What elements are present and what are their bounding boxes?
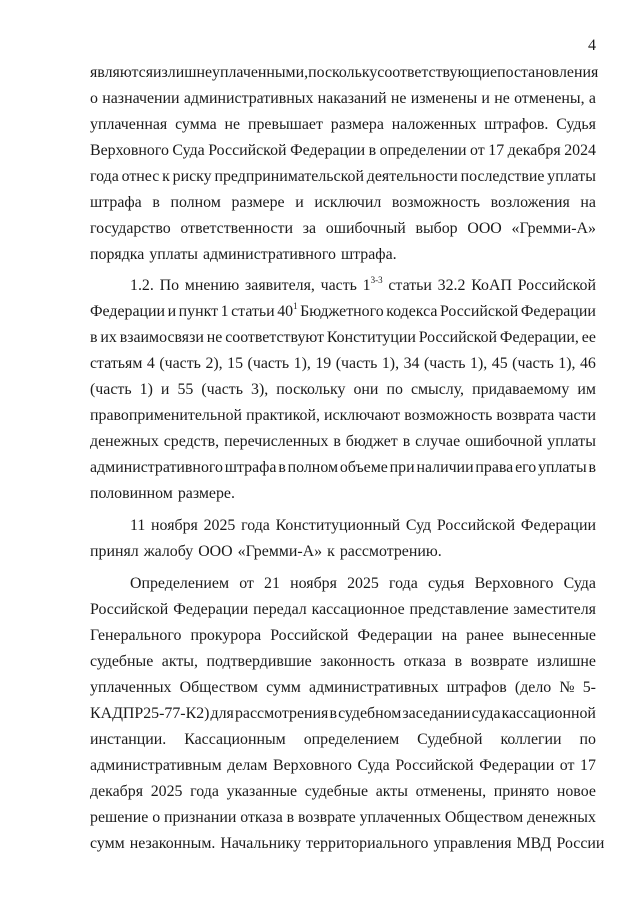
text-line (90, 86, 596, 112)
word: Кассационным (184, 731, 286, 748)
text-line (90, 779, 596, 805)
word: наложенных (391, 116, 477, 133)
word: суда (471, 705, 501, 722)
word: 1.2. (130, 277, 154, 294)
text-line (90, 273, 596, 299)
word: от (559, 757, 575, 774)
text-line (90, 403, 596, 429)
text-line (90, 242, 596, 268)
word: их (100, 329, 117, 346)
word: (дело (514, 679, 552, 696)
word: 2), (205, 355, 223, 372)
word: статьи (231, 303, 275, 320)
word: к (327, 543, 335, 560)
text-line (90, 190, 596, 216)
word: Федерации (520, 303, 596, 320)
word: уплаченная (90, 116, 168, 133)
word: заявителя, (245, 277, 315, 294)
text-line (90, 831, 605, 857)
word: судебном (338, 705, 402, 722)
word: отказа (240, 809, 283, 826)
word: не (224, 116, 241, 133)
word: Федерации (479, 757, 555, 774)
word: статьи (388, 277, 432, 294)
word: случае (415, 433, 461, 450)
word: ее (581, 329, 596, 346)
word: Судебной (417, 731, 483, 748)
text-line (90, 597, 596, 623)
word: (часть (423, 355, 466, 372)
word: решение (90, 809, 149, 826)
word: Судья (556, 116, 596, 133)
word: коллегии (500, 731, 562, 748)
word: о (152, 809, 161, 826)
word: сумма (175, 116, 217, 133)
word: Суда (172, 142, 205, 159)
word: 46 (579, 355, 596, 372)
word: ООО (198, 543, 233, 560)
word: МВД (516, 835, 552, 852)
word: декабря (90, 783, 144, 800)
word: 5- (582, 679, 596, 696)
word: 1), (381, 355, 400, 372)
word: 11 (130, 517, 146, 534)
word: 17 (580, 757, 596, 774)
word: в (286, 809, 295, 826)
word: 1), (558, 355, 576, 372)
word: 15 (227, 355, 244, 372)
word: принял (90, 543, 139, 560)
word: акты, (161, 653, 198, 670)
word: практикой, (246, 407, 320, 424)
word: размере. (177, 485, 235, 502)
word: рассмотрения (234, 705, 329, 722)
word: заседании (402, 705, 471, 722)
word: декабря (507, 142, 561, 159)
text-line (90, 539, 596, 565)
word: подтвердившие (206, 653, 312, 670)
word: кодекса (386, 303, 438, 320)
word: размере (231, 194, 285, 211)
word: часть (320, 277, 357, 294)
word: бюджет (345, 433, 398, 450)
word: возврата (496, 407, 555, 424)
word: постановления (497, 64, 599, 81)
word: представление (409, 601, 509, 618)
word: возможность (391, 194, 480, 211)
word: уплаченными, (212, 64, 309, 81)
word: и (481, 90, 490, 107)
word: деятельности (366, 168, 458, 185)
word: перечисленных (224, 433, 329, 450)
word: Федерации (290, 142, 366, 159)
word: пункт (178, 303, 219, 320)
word: (часть (201, 381, 243, 398)
word: сумм (266, 679, 301, 696)
text-line (90, 351, 596, 377)
text-line (90, 571, 596, 597)
word: полном (287, 459, 339, 476)
word: Верховного (474, 575, 554, 592)
word: соответствуют (225, 329, 324, 346)
word: уплаты (149, 246, 198, 263)
word: года (90, 168, 119, 185)
word: излишне (153, 64, 213, 81)
text-line (90, 727, 596, 753)
text-line (90, 325, 596, 351)
word: уплаты (538, 459, 587, 476)
paragraph (90, 273, 596, 507)
word: законность (320, 653, 395, 670)
word: Суд (405, 517, 432, 534)
word: статьям (90, 355, 143, 372)
word: мнению (184, 277, 240, 294)
word: уплаченных (90, 679, 172, 696)
word: 4 (146, 355, 155, 372)
word: России (556, 835, 605, 852)
word: и (167, 303, 177, 320)
word: отнес (121, 168, 160, 185)
text-line (90, 753, 596, 779)
word: для (210, 705, 234, 722)
word: 1), (293, 355, 311, 372)
text-line (90, 455, 596, 481)
word: денежных (90, 433, 159, 450)
word: 2025 (150, 783, 183, 800)
text-line (90, 429, 596, 455)
word: 55 (177, 381, 194, 398)
word: на (580, 194, 596, 211)
word: ноября (290, 575, 337, 592)
word: КАДПР25-77-К2) (90, 705, 210, 722)
word: порядка (90, 246, 145, 263)
word: половинном (90, 485, 173, 502)
word: 19 (315, 355, 332, 372)
word: сумм (90, 835, 125, 852)
word: Федерации (173, 601, 249, 618)
word: исключают (324, 407, 401, 424)
word: КоАП (471, 277, 512, 294)
word: жалобу (143, 543, 194, 560)
word: штрафа (90, 194, 142, 211)
word: о (90, 90, 98, 107)
word: в (152, 194, 160, 211)
word: судебные (304, 783, 369, 800)
word: а (588, 90, 596, 107)
word: наличии (416, 459, 474, 476)
word: 2025 (203, 517, 236, 534)
word: его (515, 459, 537, 476)
text-line (90, 299, 596, 325)
word: года (241, 517, 270, 534)
word: превышает (247, 116, 323, 133)
word: $40^1$ (277, 301, 298, 320)
superscript: 3-3 (370, 275, 383, 285)
word: вынесенные (512, 627, 596, 644)
word: года (389, 575, 418, 592)
word: в (329, 705, 337, 722)
word: наказаний (317, 90, 387, 107)
word: правоприменительной (90, 407, 243, 424)
text-line (90, 481, 596, 507)
word: № (559, 679, 575, 696)
word: кассационное (311, 601, 405, 618)
word: полном (170, 194, 221, 211)
word: отказа (403, 653, 447, 670)
word: смыслу, (410, 381, 465, 398)
word: при (389, 459, 415, 476)
paragraph (90, 571, 605, 857)
word: 21 (264, 575, 280, 592)
word: права (475, 459, 514, 476)
word: определением (303, 731, 400, 748)
word: (часть (159, 355, 201, 372)
text-line (90, 649, 596, 675)
word: 1), (470, 355, 488, 372)
word: административного (90, 459, 223, 476)
word: акты (375, 783, 408, 800)
text-line (90, 164, 596, 190)
word: (часть (512, 355, 554, 372)
word: по (386, 381, 403, 398)
paragraph (90, 60, 599, 268)
word: за (302, 220, 317, 237)
word: исключил (314, 194, 382, 211)
word: по (579, 731, 596, 748)
word: поскольку (308, 64, 378, 81)
word: Верховного (90, 142, 169, 159)
word: Обществом (444, 809, 524, 826)
word: возврате (297, 809, 356, 826)
word: поскольку (276, 381, 346, 398)
word: указанные (226, 783, 298, 800)
word: не (494, 90, 510, 107)
word: «Гремми-А» (511, 220, 596, 237)
word: возложения (490, 194, 570, 211)
word: являются (90, 64, 154, 81)
word: Генерального (90, 627, 182, 644)
word: на (441, 627, 458, 644)
word: денежных (527, 809, 596, 826)
word: в (454, 653, 463, 670)
word: Обществом (179, 679, 258, 696)
text-line (90, 377, 596, 403)
word: передал (253, 601, 307, 618)
word: Российской (395, 757, 474, 774)
word: 34 (403, 355, 420, 372)
word: прокурора (190, 627, 262, 644)
word: инстанции. (90, 731, 167, 748)
text-line (90, 805, 596, 831)
word: излишне (536, 653, 596, 670)
word: территориального (306, 835, 429, 852)
word: управления (433, 835, 512, 852)
word: от (470, 142, 485, 159)
text-line (90, 701, 596, 727)
word: Начальнику (220, 835, 302, 852)
word: 2025 (347, 575, 379, 592)
word: (часть (335, 355, 378, 372)
word: Российской (270, 627, 349, 644)
text-line (90, 675, 596, 701)
word: 17 (488, 142, 505, 159)
word: штрафа. (340, 246, 397, 263)
word: Российской (436, 517, 516, 534)
word: 32.2 (437, 277, 466, 294)
word: части (558, 407, 596, 424)
word: Федерации, (499, 329, 579, 346)
word: ранее (466, 627, 504, 644)
word: объеме (339, 459, 388, 476)
word: делам (227, 757, 268, 774)
word: определении (379, 142, 467, 159)
word: возврате (470, 653, 529, 670)
word: уплаченных (359, 809, 442, 826)
word: Суда (357, 757, 390, 774)
word: штрафа (224, 459, 277, 476)
word: судебные (90, 653, 154, 670)
word: административного (202, 246, 336, 263)
word: 1 (220, 303, 229, 320)
text-line (90, 138, 596, 164)
text-line (90, 623, 596, 649)
word: в (588, 459, 596, 476)
word: в (90, 329, 98, 346)
word: Российской (439, 303, 519, 320)
word: принято (493, 783, 550, 800)
word: (часть (247, 355, 290, 372)
word: уплаты (547, 168, 596, 185)
word: Федерации (520, 517, 596, 534)
word: последствие (460, 168, 545, 185)
text-line (90, 60, 599, 86)
word: и (160, 381, 170, 398)
word: Федерации (357, 627, 433, 644)
word: судья (427, 575, 465, 592)
word: средств, (163, 433, 220, 450)
word: Конституции (326, 329, 416, 346)
word: «Гремми-А» (237, 543, 323, 560)
word: риску (172, 168, 212, 185)
word: Верховного (272, 757, 352, 774)
word: соответствующие (377, 64, 498, 81)
word: ошибочной (465, 433, 543, 450)
word: кассационной (501, 705, 596, 722)
word: 2024 (564, 142, 596, 159)
word: рассмотрению. (339, 543, 442, 560)
word: не (390, 90, 407, 107)
word: от (239, 575, 254, 592)
word: отменены, (514, 90, 585, 107)
page-number: 4 (588, 37, 596, 54)
word: Российской (418, 329, 498, 346)
word: ответственности (180, 220, 293, 237)
word: заместителя (513, 601, 596, 618)
word: к (162, 168, 170, 185)
text-line (90, 112, 596, 138)
word: предпринимательской (214, 168, 364, 185)
word: Российской (208, 142, 287, 159)
word: Российской (90, 601, 169, 618)
paragraph (90, 513, 596, 565)
word: им (577, 381, 596, 398)
word: ошибочный (325, 220, 406, 237)
word: административным (90, 757, 222, 774)
text-line (90, 513, 596, 539)
word: штрафов (446, 679, 507, 696)
word: Суда (563, 575, 596, 592)
word: размера (330, 116, 384, 133)
word: ноября (151, 517, 198, 534)
word: взаимосвязи (119, 329, 204, 346)
word: 1) (139, 381, 153, 398)
word: административных (183, 90, 314, 107)
word: Бюджетного (300, 303, 384, 320)
word: назначении (102, 90, 180, 107)
word: не (206, 329, 223, 346)
word: По (159, 277, 180, 294)
word: (часть (90, 381, 132, 398)
word: в (402, 433, 411, 450)
word: отменены, (415, 783, 487, 800)
word: 1$^{3-3}$ (362, 275, 383, 294)
word: новое (556, 783, 596, 800)
word: и (295, 194, 304, 211)
word: Федерации (90, 303, 166, 320)
word: года (190, 783, 219, 800)
word: выбор (415, 220, 458, 237)
word: незаконным. (129, 835, 216, 852)
word: штрафов. (484, 116, 549, 133)
word: в (278, 459, 286, 476)
word: изменены (410, 90, 478, 107)
word: признании (164, 809, 237, 826)
text-line (90, 216, 596, 242)
word: в (333, 433, 341, 450)
body-text (90, 60, 605, 857)
word: ООО (467, 220, 502, 237)
word: уплаты (547, 433, 596, 450)
word: Определением (130, 575, 230, 592)
word: Конституционный (275, 517, 401, 534)
word: государство (90, 220, 171, 237)
word: Российской (517, 277, 596, 294)
word: возможность (404, 407, 493, 424)
word: они (353, 381, 379, 398)
word: 45 (491, 355, 508, 372)
superscript: 1 (293, 301, 298, 311)
word: административных (308, 679, 439, 696)
word: 3), (251, 381, 269, 398)
word: в (368, 142, 377, 159)
word: придаваемому (472, 381, 570, 398)
